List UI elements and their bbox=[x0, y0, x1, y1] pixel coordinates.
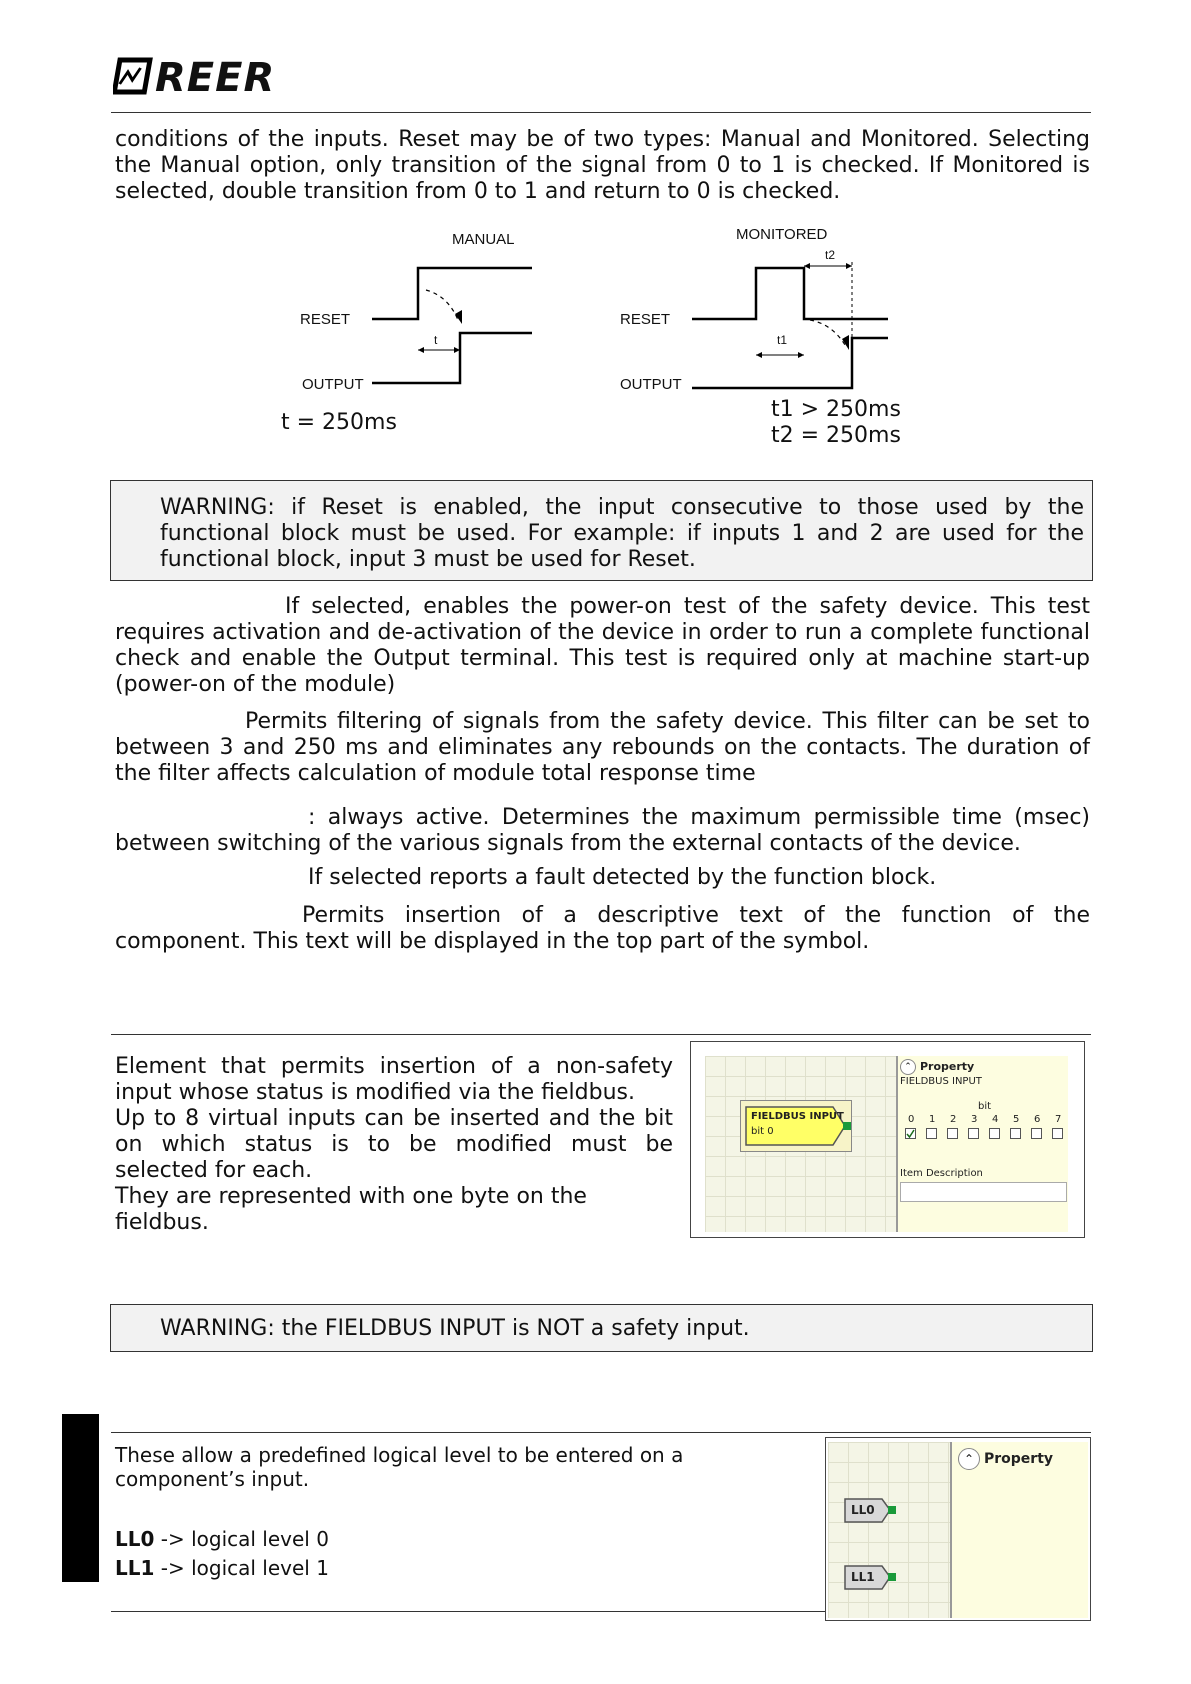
manual-delay-arrow bbox=[426, 290, 458, 320]
fieldbus-block-bit: bit 0 bbox=[751, 1126, 774, 1137]
monitored-output-waveform bbox=[692, 338, 888, 388]
diagnostics-text: If selected reports a fault detected by the function block. bbox=[308, 865, 937, 890]
reset-intro: conditions of the inputs. Reset may be of two types: Manual and Monitored. Selecting the Manual option, only transition of the signal from 0 to 1 is checked. If Monitored is selected, double transition from 0 to 1 and return to 0 is checked. bbox=[115, 127, 1090, 204]
monitored-title: MONITORED bbox=[736, 226, 828, 243]
warning-fieldbus-text: WARNING: the FIELDBUS INPUT is NOT a safety input. bbox=[160, 1316, 750, 1341]
ll0-line bbox=[115, 1526, 515, 1552]
monitored-formula-t1: t1 > 250ms bbox=[771, 397, 901, 422]
bit-number-0: 0 bbox=[908, 1114, 915, 1125]
ll0-text: -> logical level 0 bbox=[154, 1527, 329, 1551]
ll-property-panel bbox=[952, 1442, 1088, 1618]
bit-checkbox-6[interactable] bbox=[1031, 1128, 1042, 1139]
manual-output-waveform bbox=[372, 333, 532, 383]
manual-t-label: t bbox=[434, 333, 438, 347]
section-rule-ll-top bbox=[111, 1432, 1091, 1433]
section-rule-fieldbus bbox=[111, 1034, 1091, 1035]
monitored-output-label: OUTPUT bbox=[620, 376, 682, 393]
fieldbus-text-2: Up to 8 virtual inputs can be inserted and the bit on which status is to be modified must be selected for each. bbox=[115, 1106, 673, 1183]
simultaneity-text: : always active. Determines the maximum permissible time (msec) between switching of the various signals from the external contacts of the device. bbox=[115, 805, 1090, 856]
bit-number-7: 7 bbox=[1055, 1114, 1062, 1125]
bit-number-2: 2 bbox=[950, 1114, 957, 1125]
property-label: Property bbox=[920, 1060, 975, 1073]
timing-diagram bbox=[0, 0, 1191, 470]
fieldbus-text-3: They are represented with one byte on the fieldbus. bbox=[115, 1184, 587, 1235]
ll1-code: LL1 bbox=[115, 1556, 155, 1580]
manual-formula: t = 250ms bbox=[281, 410, 397, 435]
bit-number-6: 6 bbox=[1034, 1114, 1041, 1125]
fieldbus-block-title: FIELDBUS INPUT bbox=[751, 1111, 844, 1122]
monitored-delay-arrow bbox=[810, 320, 845, 345]
bit-header: bit bbox=[978, 1101, 992, 1112]
filter-text: Permits filtering of signals from the safety device. This filter can be set to between 3 and 250 ms and eliminates any rebounds on the contacts. The duration of the filter affects calculation of module total response time bbox=[115, 709, 1090, 786]
ll1-block-label: LL1 bbox=[851, 1570, 875, 1584]
brand-name: REER bbox=[155, 55, 276, 101]
fieldbus-property-panel bbox=[898, 1056, 1068, 1232]
section-rule-ll-bottom bbox=[111, 1611, 827, 1612]
item-description-label: Item Description bbox=[900, 1168, 983, 1179]
ll0-block-label: LL0 bbox=[851, 1503, 875, 1517]
bit-checkbox-7[interactable] bbox=[1052, 1128, 1063, 1139]
fieldbus-canvas bbox=[705, 1056, 896, 1232]
warning-box-reset bbox=[110, 480, 1093, 581]
collapse-icon[interactable]: ⌃ bbox=[900, 1059, 916, 1075]
warning-box-fieldbus bbox=[110, 1304, 1093, 1352]
bit-checkbox-3[interactable] bbox=[968, 1128, 979, 1139]
chapter-tab bbox=[62, 1414, 99, 1582]
check-icon bbox=[906, 1129, 915, 1138]
fieldbus-text-1: Element that permits insertion of a non-safety input whose status is modified via the fieldbus. bbox=[115, 1054, 673, 1105]
monitored-reset-label: RESET bbox=[620, 311, 671, 328]
ll0-code: LL0 bbox=[115, 1527, 155, 1551]
ll-canvas bbox=[828, 1442, 950, 1618]
ll1-text: -> logical level 1 bbox=[154, 1556, 329, 1580]
description-text: Permits insertion of a descriptive text of the function of the component. This text will be displayed in the top part of the symbol. bbox=[115, 903, 1090, 954]
ll-screenshot bbox=[825, 1437, 1091, 1621]
bit-checkbox-0[interactable] bbox=[905, 1128, 916, 1139]
monitored-t1-label: t1 bbox=[777, 333, 788, 347]
bit-number-5: 5 bbox=[1013, 1114, 1020, 1125]
bit-number-3: 3 bbox=[971, 1114, 978, 1125]
property-name: FIELDBUS INPUT bbox=[900, 1076, 982, 1087]
manual-reset-label: RESET bbox=[300, 311, 351, 328]
bit-number-4: 4 bbox=[992, 1114, 999, 1125]
warning-reset-text: WARNING: if Reset is enabled, the input consecutive to those used by the functional block must be used. For example: if inputs 1 and 2 are used for the functional block, input 3 must be used for Reset. bbox=[160, 495, 1084, 572]
ll1-line bbox=[115, 1555, 515, 1581]
manual-output-label: OUTPUT bbox=[302, 376, 364, 393]
bit-checkbox-5[interactable] bbox=[1010, 1128, 1021, 1139]
manual-title: MANUAL bbox=[452, 231, 515, 248]
fieldbus-screenshot bbox=[690, 1041, 1085, 1238]
item-description-input[interactable] bbox=[900, 1182, 1067, 1202]
bit-checkbox-4[interactable] bbox=[989, 1128, 1000, 1139]
ll-collapse-icon[interactable]: ⌃ bbox=[958, 1448, 980, 1470]
ll-intro-text: These allow a predefined logical level to be entered on a component’s input. bbox=[115, 1443, 684, 1491]
monitored-reset-waveform bbox=[692, 268, 888, 319]
manual-reset-waveform bbox=[372, 268, 532, 319]
bit-checkbox-1[interactable] bbox=[926, 1128, 937, 1139]
monitored-t2-label: t2 bbox=[825, 248, 836, 262]
power-on-test-text: If selected, enables the power-on test of the safety device. This test requires activation and de-activation of the device in order to run a complete functional check and enable the Output terminal. This test is required only at machine start-up (power-on of the module) bbox=[115, 594, 1090, 697]
ll-property-label: Property bbox=[984, 1451, 1054, 1467]
bit-number-1: 1 bbox=[929, 1114, 936, 1125]
monitored-formula-t2: t2 = 250ms bbox=[771, 423, 901, 448]
bit-checkbox-2[interactable] bbox=[947, 1128, 958, 1139]
